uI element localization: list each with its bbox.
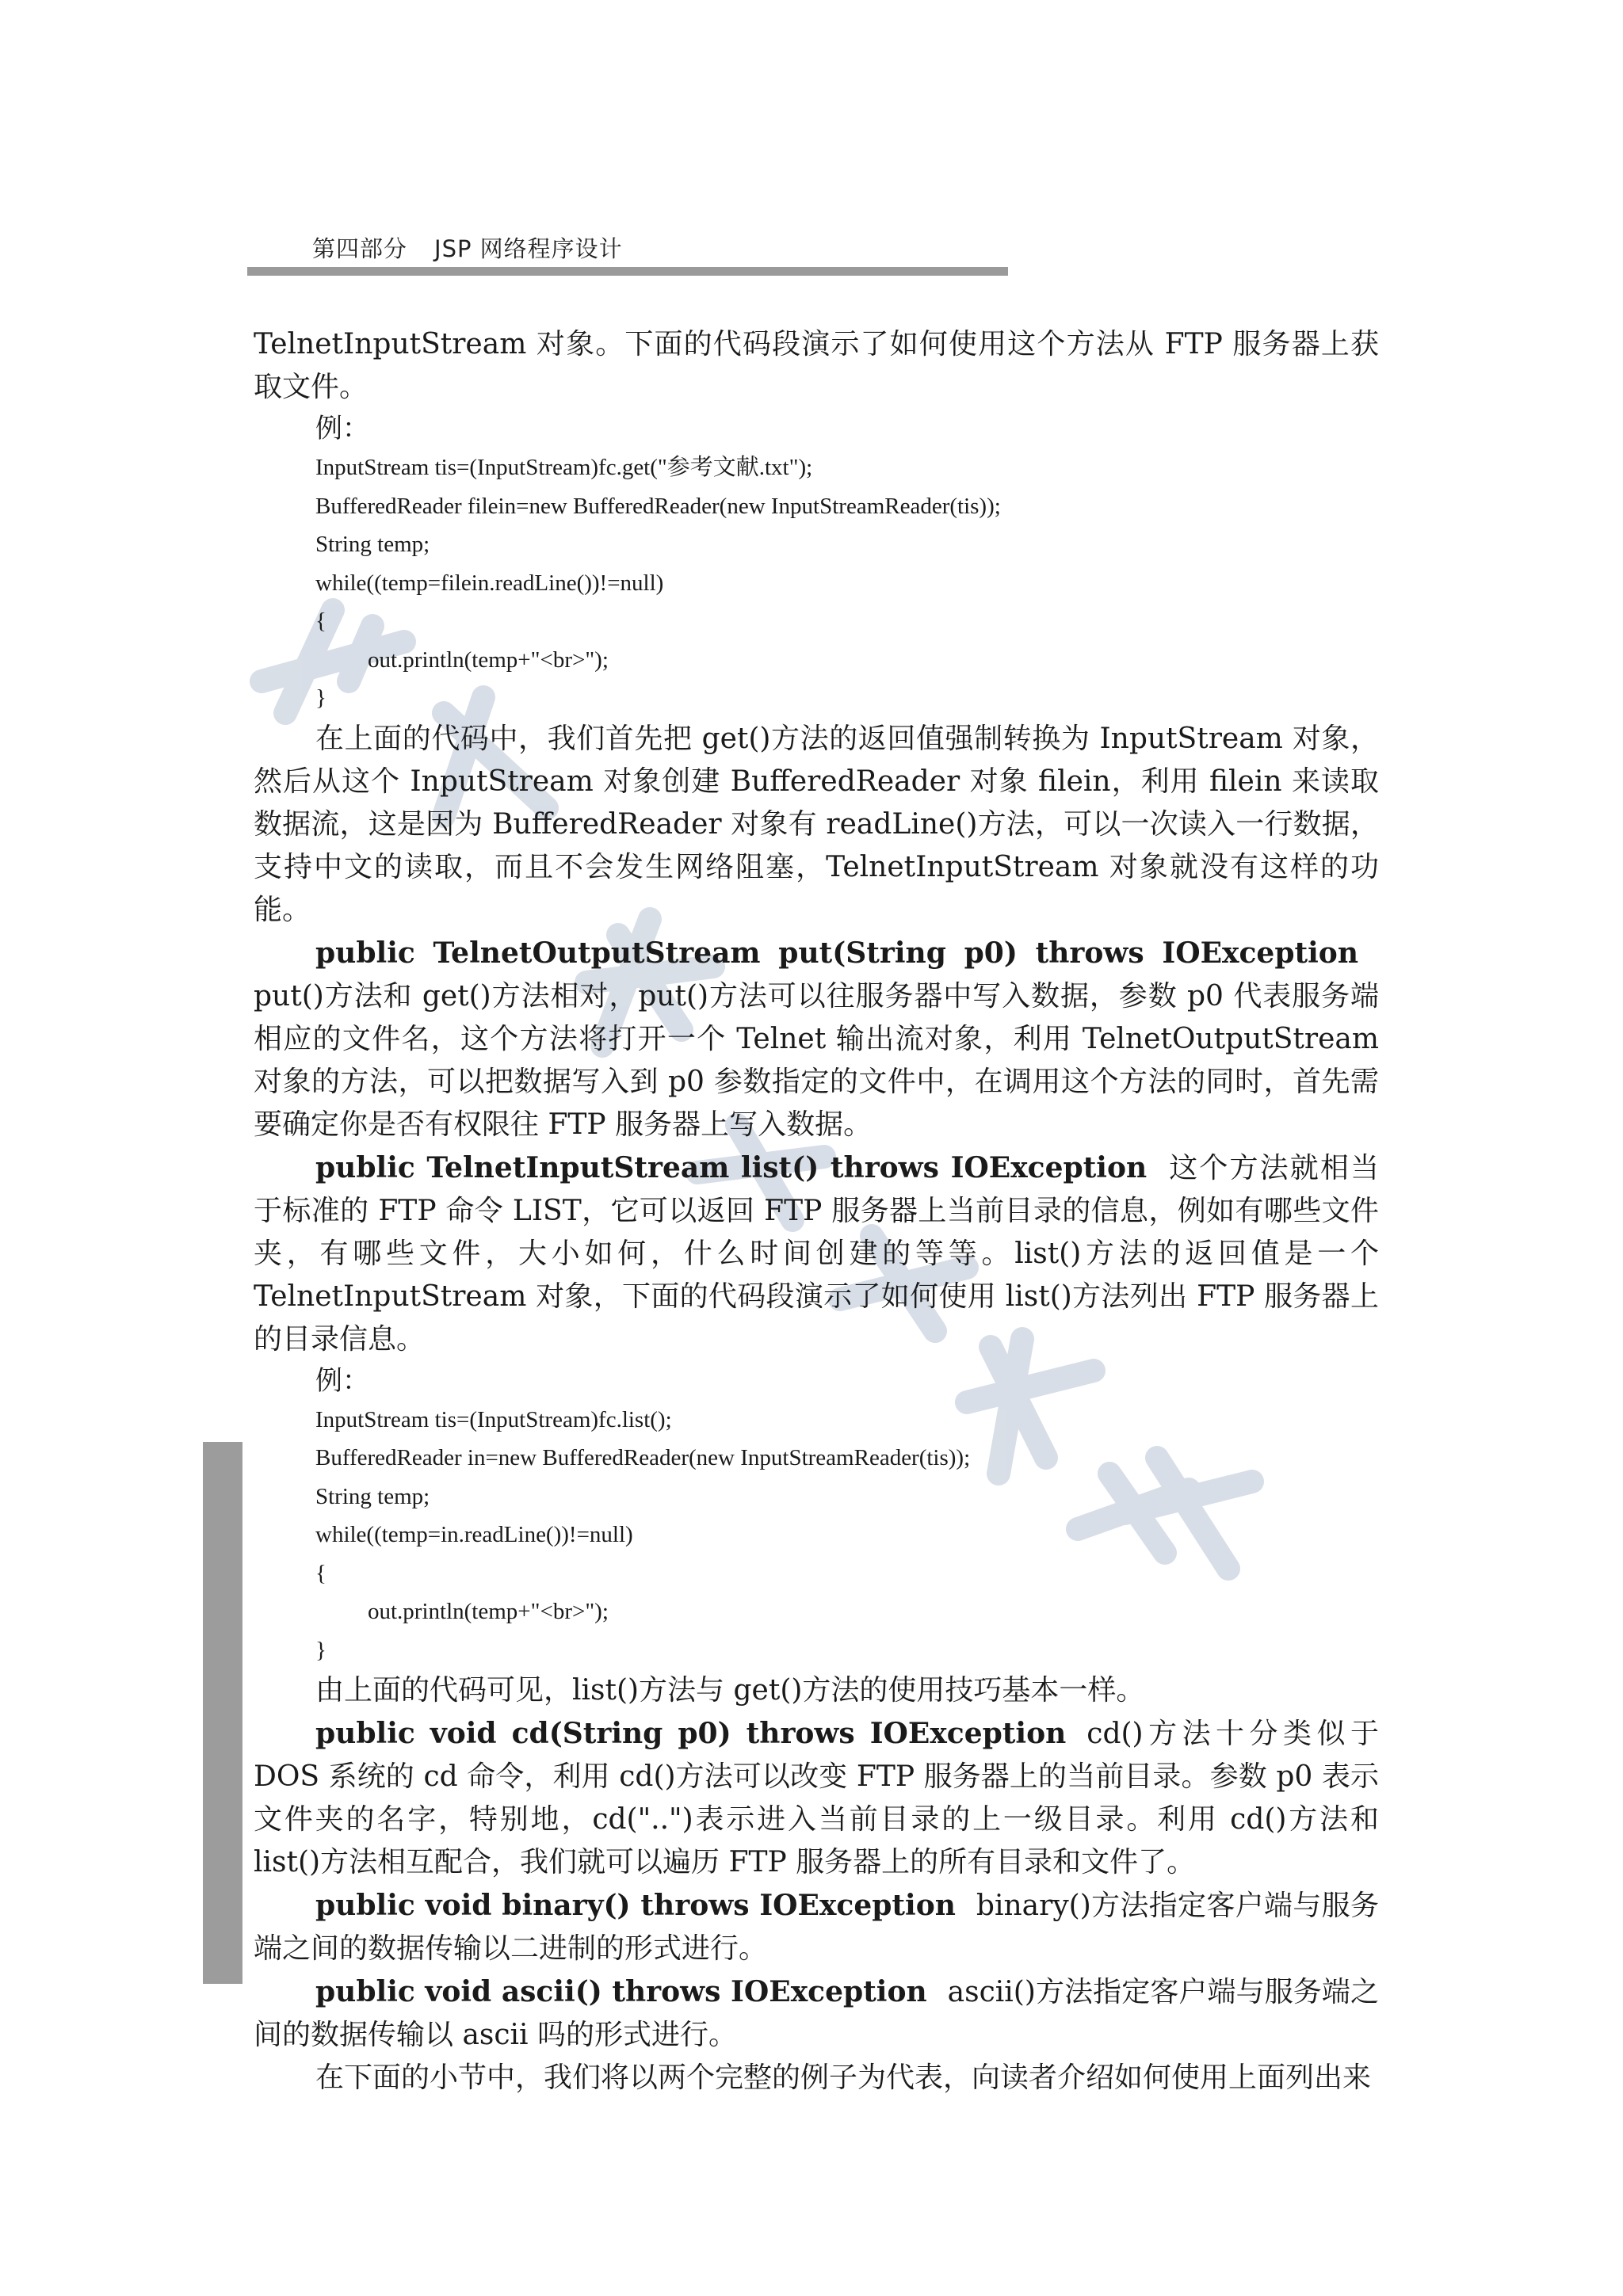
code-line: { [315, 1560, 327, 1586]
code-line: while((temp=filein.readLine())!=null) [315, 570, 664, 596]
intro-paragraph: TelnetInputStream 对象。下面的代码段演示了如何使用这个方法从 FTP 服务器上获取文件。 [254, 328, 1379, 403]
binary-signature: public void binary() throws IOException [315, 1889, 956, 1922]
list-description: 这个方法就相当于标准的 FTP 命令 LIST，它可以返回 FTP 服务器上当前目录的信息，例如有哪些文件夹，有哪些文件，大小如何，什么时间创建的等等。list()方法的返回值是一个 TelnetInputStream 对象，下面的代码段演示了如何使用 list()方法列出 FTP 服务器上的目录信息。 [254, 1151, 1379, 1356]
code-line: out.println(temp+"<br>"); [368, 646, 609, 673]
code-line: while((temp=in.readLine())!=null) [315, 1522, 633, 1547]
code-line: InputStream tis=(InputStream)fc.list(); [315, 1406, 672, 1432]
binary-method-paragraph [254, 1884, 1379, 1970]
code-block-get [254, 448, 1379, 718]
put-method-paragraph [254, 932, 1379, 1146]
code-line: BufferedReader filein=new BufferedReader(new InputStreamReader(tis)); [315, 493, 1001, 519]
code-line: } [315, 685, 327, 711]
closing-paragraph: 在下面的小节中，我们将以两个完整的例子为代表，向读者介绍如何使用上面列出来 [315, 2061, 1372, 2094]
code-line: BufferedReader in=new BufferedReader(new InputStreamReader(tis)); [315, 1445, 971, 1470]
code-line: out.println(temp+"<br>"); [368, 1599, 609, 1624]
binary-description: binary()方法指定客户端与服务端之间的数据传输以二进制的形式进行。 [254, 1890, 1379, 1965]
put-description: put()方法和 get()方法相对，put()方法可以往服务器中写入数据，参数 p0 代表服务端相应的文件名，这个方法将打开一个 Telnet 输出流对象，利用 TelnetOutputStream 对象的方法，可以把数据写入到 p0 参数指定的文件中，在调用这个方法的同时，首先需要确定你是否有权限往 FTP 服务器上写入数据。 [254, 979, 1379, 1141]
cd-description: cd()方法十分类似于 DOS 系统的 cd 命令，利用 cd()方法可以改变 FTP 服务器上的当前目录。参数 p0 表示文件夹的名字，特别地，cd("..")表示进入当前目录的上一级目录。利用 cd()方法和 list()方法相互配合，我们就可以遍历 FTP 服务器上的所有目录和文件了。 [254, 1718, 1379, 1878]
cd-method-paragraph [254, 1712, 1379, 1884]
header-rule [247, 267, 1008, 276]
cd-signature: public void cd(String p0) throws IOException [315, 1717, 1067, 1750]
running-header [312, 231, 623, 264]
header-section: 第四部分 [312, 235, 408, 262]
side-margin-bar [203, 1442, 242, 1984]
get-explanation-paragraph: 在上面的代码中，我们首先把 get()方法的返回值强制转换为 InputStream 对象，然后从这个 InputStream 对象创建 BufferedReader 对象 filein，利用 filein 来读取数据流，这是因为 BufferedReader 对象有 readLine()方法，可以一次读入一行数据，支持中文的读取，而且不会发生网络阻塞，TelnetInputStream 对象就没有这样的功能。 [254, 722, 1379, 926]
header-title: JSP 网络程序设计 [434, 235, 623, 262]
list-explanation-paragraph: 由上面的代码可见，list()方法与 get()方法的使用技巧基本一样。 [315, 1674, 1145, 1707]
page-body [254, 323, 1379, 2100]
example-label-2: 例： [315, 1364, 369, 1397]
ascii-method-paragraph [254, 1970, 1379, 2057]
code-line: InputStream tis=(InputStream)fc.get("参考文献.txt"); [315, 455, 813, 480]
code-line: { [315, 608, 327, 634]
ascii-description: ascii()方法指定客户端与服务端之间的数据传输以 ascii 吗的形式进行。 [254, 1976, 1379, 2051]
example-label-1: 例： [315, 413, 369, 444]
code-block-list [254, 1401, 1379, 1670]
code-line: String temp; [315, 532, 430, 557]
code-line: String temp; [315, 1483, 430, 1509]
put-signature: public TelnetOutputStream put(String p0) throws IOException [315, 936, 1358, 970]
ascii-signature: public void ascii() throws IOException [315, 1975, 927, 2008]
list-method-paragraph [254, 1146, 1379, 1361]
code-line: } [315, 1637, 327, 1663]
list-signature: public TelnetInputStream list() throws IOException [315, 1150, 1148, 1184]
